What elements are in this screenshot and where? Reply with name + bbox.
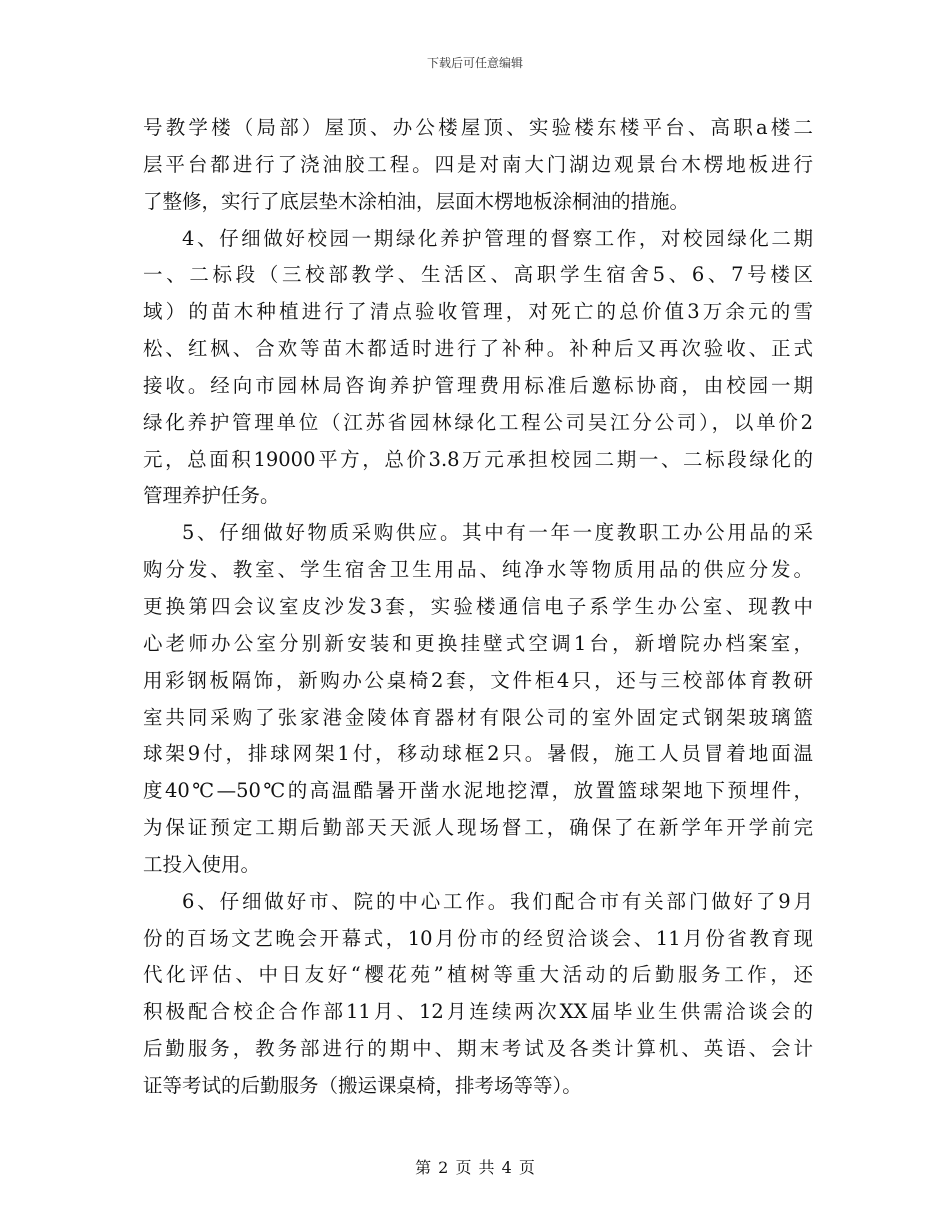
text-line: 球架9付，排球网架1付，移动球框2只。暑假，施工人员冒着地面温 (143, 742, 813, 766)
text-line: 管理养护任务。 (143, 484, 280, 508)
text-line: 室共同采购了张家港金陵体育器材有限公司的室外固定式钢架玻璃篮 (143, 705, 813, 729)
text-line: 了整修，实行了底层垫木涂柏油，层面木楞地板涂桐油的措施。 (143, 189, 690, 213)
text-line: 购分发、教室、学生宿舍卫生用品、纯净水等物质用品的供应分发。 (143, 558, 813, 582)
text-line: 份的百场文艺晚会开幕式，10月份市的经贸洽谈会、11月份省教育现 (143, 926, 813, 950)
text-line: 接收。经向市园林局咨询养护管理费用标准后邀标协商，由校园一期 (143, 373, 813, 397)
document-body (143, 110, 813, 1105)
text-line: 证等考试的后勤服务（搬运课桌椅，排考场等等）。 (143, 1073, 582, 1097)
paragraph-5-start: 5、仔细做好物质采购供应。其中有一年一度教职工办公用品的采 (182, 521, 813, 545)
text-line: 号教学楼（局部）屋顶、办公楼屋顶、实验楼东楼平台、高职a楼二 (143, 116, 813, 139)
text-line: 心老师办公室分别新安装和更换挂壁式空调1台，新增院办档案室， (143, 631, 813, 655)
text-line: 后勤服务，教务部进行的期中、期末考试及各类计算机、英语、会计 (143, 1037, 813, 1061)
text-line: 元，总面积19000平方，总价3.8万元承担校园二期一、二标段绿化的 (143, 447, 813, 471)
text-line: 松、红枫、合欢等苗木都适时进行了补种。补种后又再次验收、正式 (143, 337, 813, 361)
text-line: 绿化养护管理单位（江苏省园林绿化工程公司吴江分公司），以单价2 (143, 410, 813, 434)
text-line: 积极配合校企合作部11月、12月连续两次XX届毕业生供需洽谈会的 (143, 1000, 813, 1024)
text-line: 代化评估、中日友好“樱花苑”植树等重大活动的后勤服务工作，还 (143, 963, 813, 987)
text-line: 层平台都进行了浇油胶工程。四是对南大门湖边观景台木楞地板进行 (143, 152, 813, 176)
page-header: 下载后可任意编辑 (426, 56, 523, 70)
paragraph-4-start: 4、仔细做好校园一期绿化养护管理的督察工作，对校园绿化二期 (182, 226, 813, 250)
text-line: 为保证预定工期后勤部天天派人现场督工，确保了在新学年开学前完 (143, 816, 813, 840)
text-line: 域）的苗木种植进行了清点验收管理，对死亡的总价值3万余元的雪 (143, 300, 813, 324)
text-line: 一、二标段（三校部教学、生活区、高职学生宿舍5、6、7号楼区 (143, 263, 813, 287)
text-line: 更换第四会议室皮沙发3套，实验楼通信电子系学生办公室、现教中 (143, 594, 813, 618)
text-line: 度40℃—50℃的高温酷暑开凿水泥地挖潭，放置篮球架地下预埋件， (143, 779, 813, 803)
text-line: 用彩钢板隔饰，新购办公桌椅2套，文件柜4只，还与三校部体育教研 (143, 668, 813, 692)
page-footer: 第 2 页 共 4 页 (415, 1158, 535, 1177)
text-line: 工投入使用。 (143, 852, 261, 876)
paragraph-6-start: 6、仔细做好市、院的中心工作。我们配合市有关部门做好了9月 (182, 889, 813, 913)
